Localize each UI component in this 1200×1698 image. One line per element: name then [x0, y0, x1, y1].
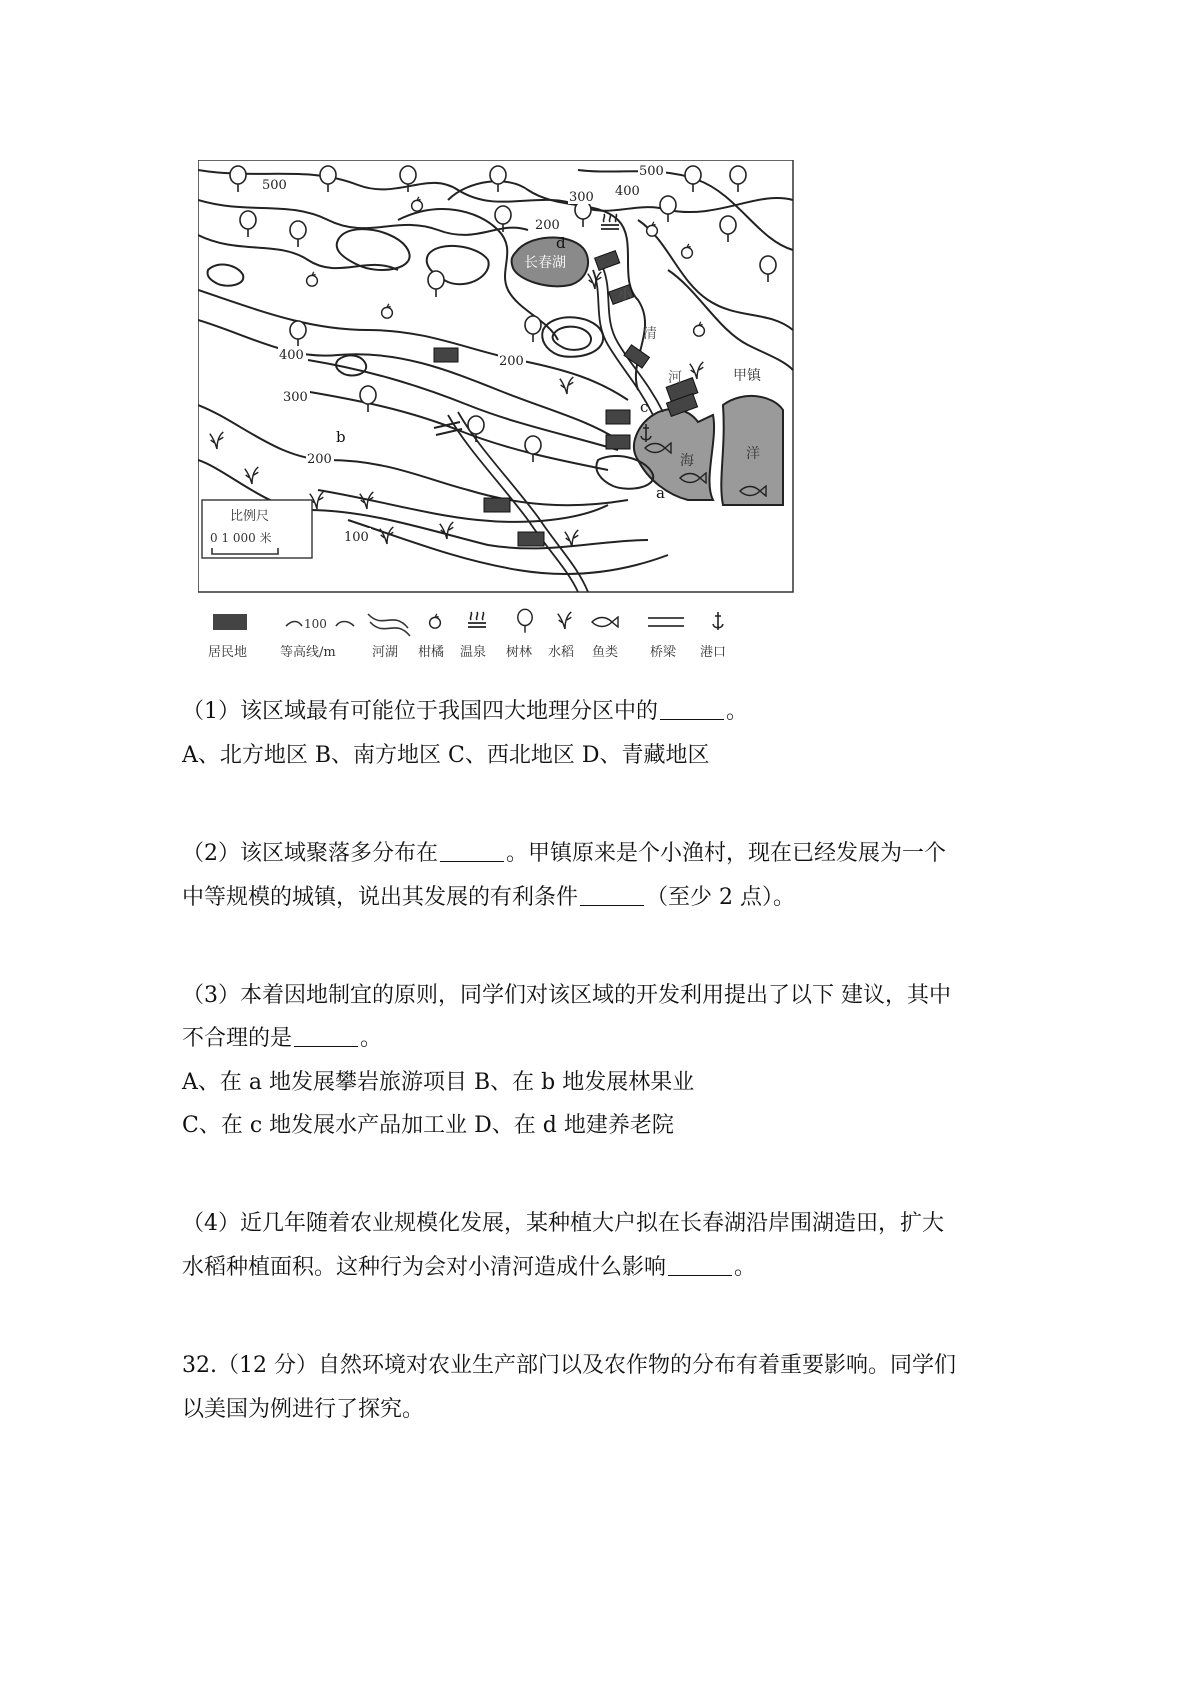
contour-label: 300	[569, 190, 594, 205]
legend	[208, 609, 726, 660]
legend-rice-icon	[558, 612, 572, 629]
legend-label: 温泉	[460, 645, 487, 660]
map-panel	[198, 160, 793, 592]
river-label-2: 清	[643, 326, 657, 342]
question-3-line-2	[182, 1023, 1042, 1055]
contour-label: 300	[283, 390, 308, 405]
scale-box	[202, 500, 312, 558]
legend-label: 居民地	[208, 645, 248, 660]
question-2-cont: 。甲镇原来是个小渔村，现在已经发展为一个	[506, 841, 947, 866]
scale-title: 比例尺	[230, 509, 270, 524]
legend-label: 柑橘	[418, 645, 445, 660]
contour-map-figure	[198, 160, 828, 670]
question-4-line-2	[182, 1252, 1042, 1284]
legend-label: 河湖	[372, 645, 399, 660]
question-3-options-1: A、在 a 地发展攀岩旅游项目 B、在 b 地发展林果业	[182, 1070, 695, 1095]
question-32-line-1: 32.（12 分）自然环境对农业生产部门以及农作物的分布有着重要影响。同学们	[182, 1353, 956, 1378]
question-4-line-1: （4）近几年随着农业规模化发展，某种植大户拟在长春湖沿岸围湖造田，扩大	[182, 1211, 944, 1236]
point-label-d: d	[556, 234, 566, 252]
question-2-stem: （2）该区域聚落多分布在	[182, 841, 438, 866]
question-4-stem: 水稻种植面积。这种行为会对小清河造成什么影响	[182, 1255, 667, 1280]
legend-orange-icon	[430, 614, 441, 628]
point-label-c: c	[640, 398, 649, 416]
question-1-end: 。	[726, 699, 749, 724]
legend-contour-value: 100	[304, 617, 327, 631]
question-1-stem: （1）该区域最有可能位于我国四大地理分区中的	[182, 699, 658, 724]
question-4-end: 。	[734, 1255, 757, 1280]
legend-port-icon	[713, 612, 723, 630]
point-label-a: a	[656, 484, 665, 502]
lake-label: 长春湖	[524, 255, 566, 271]
legend-label: 港口	[700, 645, 727, 660]
legend-river-swatch	[368, 614, 410, 636]
contour-label: 200	[535, 218, 560, 233]
question-2-line-2	[182, 882, 1042, 914]
question-3-end: 。	[360, 1026, 383, 1051]
question-2-stem-2: 中等规模的城镇，说出其发展的有利条件	[182, 885, 579, 910]
question-1-options: A、北方地区 B、南方地区 C、西北地区 D、青藏地区	[182, 743, 710, 768]
question-2-line-1	[182, 838, 1042, 870]
answer-blank[interactable]	[580, 883, 644, 906]
legend-tree-icon	[518, 609, 532, 632]
question-3-options-2: C、在 c 地发展水产品加工业 D、在 d 地建养老院	[182, 1113, 674, 1138]
legend-label: 树林	[506, 645, 533, 660]
contour-label: 500	[262, 178, 287, 193]
scale-value: 0 1 000 米	[210, 531, 272, 545]
legend-label: 鱼类	[592, 645, 619, 660]
answer-blank[interactable]	[668, 1253, 732, 1276]
contour-label: 500	[639, 164, 664, 179]
sea-label: 海	[680, 453, 694, 469]
contour-label: 200	[499, 354, 524, 369]
ocean-label: 洋	[746, 446, 760, 462]
contour-label: 400	[615, 184, 640, 199]
question-2-end: （至少 2 点）。	[646, 885, 795, 910]
legend-fish-icon	[592, 617, 618, 627]
legend-bridge-swatch	[648, 618, 684, 626]
question-3-line-1: （3）本着因地制宜的原则，同学们对该区域的开发利用提出了以下 建议，其中	[182, 983, 951, 1008]
answer-blank[interactable]	[660, 697, 724, 720]
answer-blank[interactable]	[294, 1024, 358, 1047]
point-label-b: b	[336, 428, 346, 446]
question-1	[182, 696, 1042, 728]
question-32-line-2: 以美国为例进行了探究。	[182, 1397, 425, 1422]
river-label-1: 小	[618, 288, 632, 304]
river-label-3: 河	[668, 370, 682, 386]
legend-spring-icon	[468, 612, 486, 627]
contour-label: 400	[279, 348, 304, 363]
answer-blank[interactable]	[440, 839, 504, 862]
legend-label: 桥梁	[650, 645, 677, 660]
town-label: 甲镇	[733, 368, 761, 384]
contour-label: 200	[307, 452, 332, 467]
contour-label: 100	[344, 530, 369, 545]
legend-label: 等高线/m	[280, 645, 336, 660]
legend-settlement-swatch	[213, 614, 247, 630]
legend-label: 水稻	[548, 645, 575, 660]
question-3-stem: 不合理的是	[182, 1026, 293, 1051]
